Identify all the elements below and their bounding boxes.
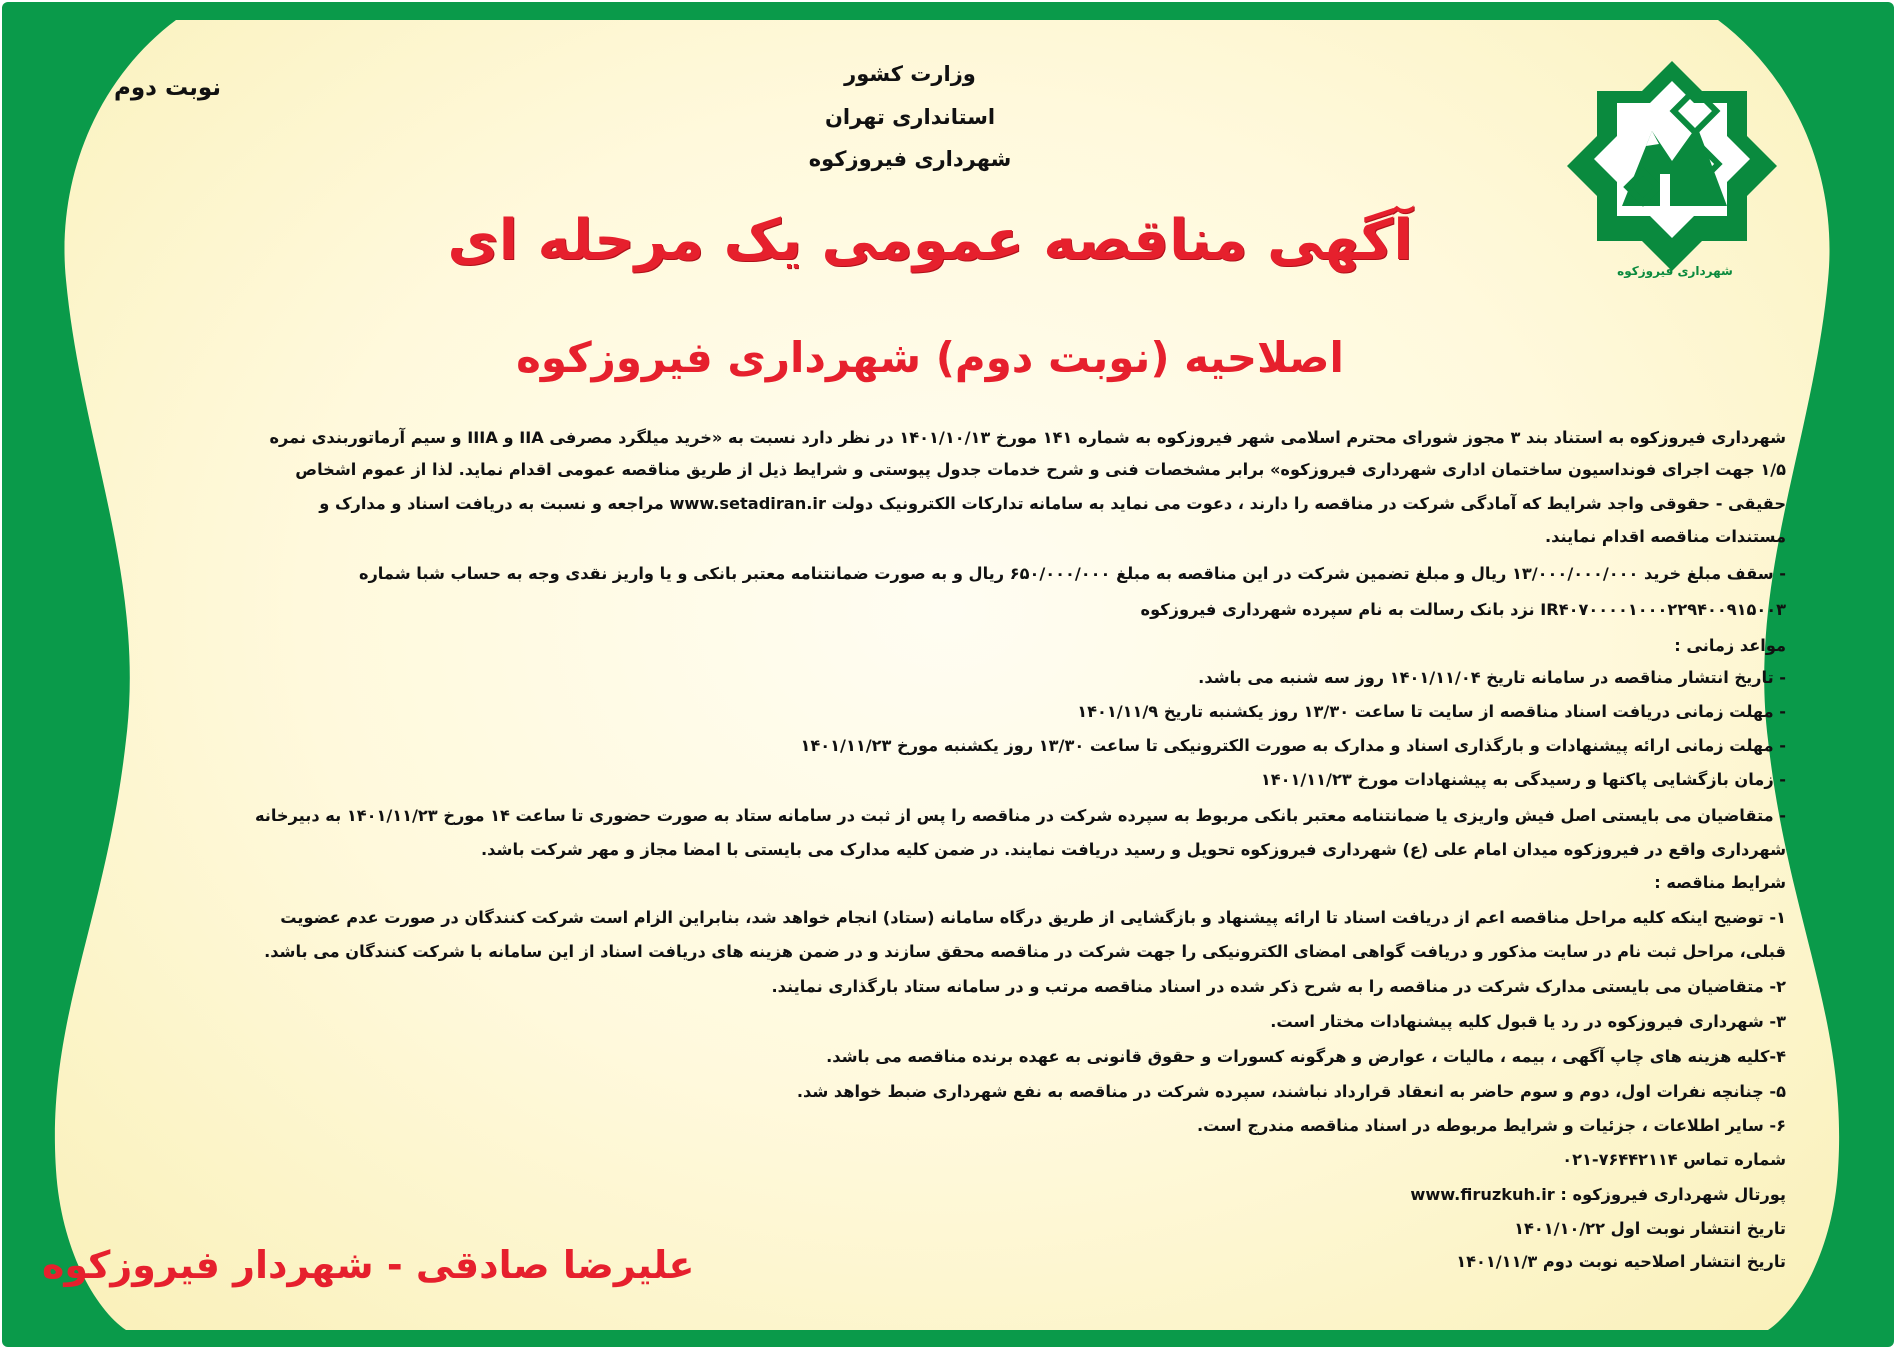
left-curtain-decoration <box>36 20 206 1330</box>
deadlines-heading: مواعد زمانی : <box>1674 636 1786 655</box>
first-publication-date: تاریخ انتشار نوبت اول ۱۴۰۱/۱۰/۲۲ <box>1514 1219 1786 1238</box>
condition-3: ۳- شهرداری فیروزکوه در رد یا قبول کلیه پیشنهادات مختار است. <box>1270 1012 1786 1031</box>
page-title: آگهی مناقصه عمومی یک مرحله ای <box>447 208 1413 273</box>
contact-phone: شماره تماس ۷۶۴۴۲۱۱۴-۰۲۱ <box>1562 1150 1786 1169</box>
intro-line-4: مستندات مناقصه اقدام نمایند. <box>1545 527 1786 546</box>
governorate-line: استانداری تهران <box>824 105 996 129</box>
intro-line-2: ۱/۵ جهت اجرای فونداسیون ساختمان اداری شهرداری فیروزکوه» برابر مشخصات فنی و شرح خدمات جدول پیوستی و شرایط ذیل از طریق مناقصه عمومی اقدام نماید. لذا از عموم اشخاص <box>295 460 1786 479</box>
firuzkuh-municipality-logo <box>1562 56 1782 286</box>
logo-emblem-icon <box>1562 56 1782 286</box>
condition-5: ۵- چنانچه نفرات اول، دوم و سوم حاضر به انعقاد قرارداد نباشند، سپرده شرکت در مناقصه به نفع شهرداری ضبط خواهد شد. <box>796 1082 1786 1101</box>
ministry-line: وزارت کشور <box>844 62 976 86</box>
logo-caption: شهرداری فیروزکوه <box>1617 264 1733 278</box>
deposit-note-line-2: شهرداری واقع در فیروزکوه میدان امام علی (ع) شهرداری فیروزکوه تحویل و رسید دریافت نمایند. در ضمن کلیه مدارک می بایستی با امضا مجاز و مهر شرکت باشد. <box>481 840 1786 859</box>
deadline-item: - تاریخ انتشار مناقصه در سامانه تاریخ ۱۴۰۱/۱۱/۰۴ روز سه شنبه می باشد. <box>1198 668 1786 687</box>
municipality-line: شهرداری فیروزکوه <box>808 147 1012 171</box>
condition-2: ۲- متقاضیان می بایستی مدارک شرکت در مناقصه را به شرح ذکر شده در اسناد مناقصه مرتب و در سامانه ستاد بارگذاری نمایند. <box>771 977 1786 996</box>
deadline-item: - مهلت زمانی دریافت اسناد مناقصه از سایت تا ساعت ۱۳/۳۰ روز یکشنبه تاریخ ۱۴۰۱/۱۱/۹ <box>1077 702 1786 721</box>
second-publication-date: تاریخ انتشار اصلاحیه نوبت دوم ۱۴۰۱/۱۱/۳ <box>1456 1252 1786 1271</box>
deposit-note-line-1: - متقاضیان می بایستی اصل فیش واریزی یا ضمانتنامه معتبر بانکی مربوط به سپرده شرکت در مناقصه را پس از ثبت در سامانه ستاد به صورت حضوری تا ساعت ۱۴ مورخ ۱۴۰۱/۱۱/۲۳ به دبیرخانه <box>254 806 1786 825</box>
deadline-item: - زمان بازگشایی پاکتها و رسیدگی به پیشنهادات مورخ ۱۴۰۱/۱۱/۲۳ <box>1260 770 1786 789</box>
deadline-item: - مهلت زمانی ارائه پیشنهادات و بارگذاری اسناد و مدارک به صورت الکترونیکی تا ساعت ۱۳/۳۰ روز یکشنبه مورخ ۱۴۰۱/۱۱/۲۳ <box>800 736 1786 755</box>
round-label: نوبت دوم <box>113 75 221 101</box>
intro-line-3: حقیقی - حقوقی واجد شرایط که آمادگی شرکت در مناقصه را دارند ، دعوت می نماید به سامانه تدارکات الکترونیک دولت www.setadiran.ir مراجعه و نسبت به دریافت اسناد و مدارک و <box>319 494 1786 513</box>
conditions-heading: شرایط مناقصه : <box>1654 873 1786 892</box>
signature-mayor: علیرضا صادقی - شهردار فیروزکوه <box>42 1243 695 1287</box>
intro-line-1: شهرداری فیروزکوه به استناد بند ۳ مجوز شورای محترم اسلامی شهر فیروزکوه به شماره ۱۴۱ مورخ ۱۴۰۱/۱۰/۱۳ در نظر دارد نسبت به «خرید میلگرد مصرفی IIA و IIIA و سیم آرماتوربندی نمره <box>269 428 1786 447</box>
page-subtitle: اصلاحیه (نوبت دوم) شهرداری فیروزکوه <box>516 333 1344 382</box>
condition-1-line-2: قبلی، مراحل ثبت نام در سایت مذکور و دریافت گواهی امضای الکترونیکی را جهت شرکت در مناقصه محقق سازند و در ضمن هزینه های دریافت اسناد از این سامانه با شرکت کنندگان می باشد. <box>264 942 1786 961</box>
condition-1-line-1: ۱- توضیح اینکه کلیه مراحل مناقصه اعم از دریافت اسناد تا ارائه پیشنهاد و بازگشایی از طریق درگاه سامانه (ستاد) انجام خواهد شد، بنابراین الزام است شرکت کنندگان در صورت عدم عضویت <box>280 908 1786 927</box>
guarantee-line-1: - سقف مبلغ خرید ۱۳/۰۰۰/۰۰۰/۰۰۰ ریال و مبلغ تضمین شرکت در این مناقصه به مبلغ ۶۵۰/۰۰۰/۰۰۰ ریال و به صورت ضمانتنامه معتبر بانکی و یا واریز نقدی وجه به حساب شبا شماره <box>358 564 1786 583</box>
condition-6: ۶- سایر اطلاعات ، جزئیات و شرایط مربوطه در اسناد مناقصه مندرج است. <box>1196 1116 1786 1135</box>
guarantee-line-2: IR۴۰۷۰۰۰۰۱۰۰۰۲۲۹۴۰۰۹۱۵۰۰۳ نزد بانک رسالت به نام سپرده شهرداری فیروزکوه <box>1140 600 1786 619</box>
portal-link[interactable]: پورتال شهرداری فیروزکوه : www.firuzkuh.ir <box>1410 1185 1786 1204</box>
condition-4: ۴-کلیه هزینه های چاپ آگهی ، بیمه ، مالیات ، عوارض و هرگونه کسورات و حقوق قانونی به عهده برنده مناقصه می باشد. <box>826 1047 1786 1066</box>
